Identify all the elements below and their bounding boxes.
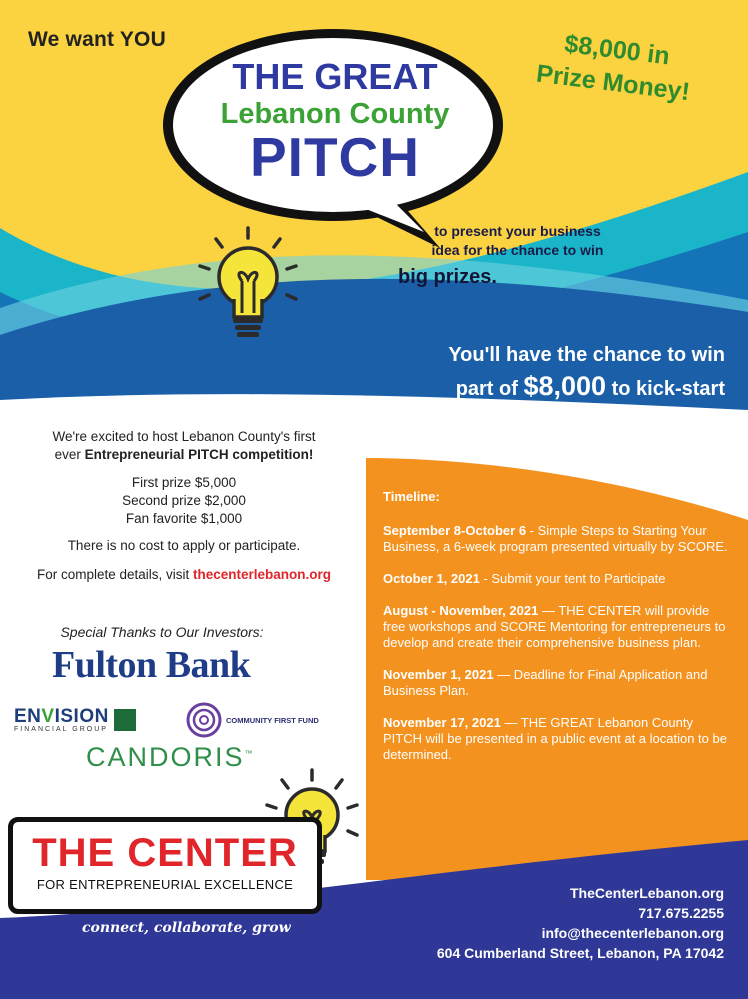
intro-column: [14, 428, 354, 582]
chance-line-2: part of $8,000 to kick-start: [455, 371, 725, 401]
chance-line-3: your dream business.: [518, 409, 725, 431]
chance-to-win-text: [380, 340, 725, 436]
timeline-heading: Timeline:: [383, 489, 440, 504]
title-lebanon-county: Lebanon County: [220, 98, 450, 130]
contact-info: [400, 883, 724, 963]
details-text: For complete details, visit thecenterlebanon.org: [36, 567, 332, 582]
the-center-subtitle: FOR ENTREPRENEURIAL EXCELLENCE: [36, 877, 294, 892]
present-business-text: [405, 222, 630, 260]
chance-line-1: You'll have the chance to win: [448, 344, 725, 366]
prize-item: Fan favorite $1,000: [125, 511, 243, 526]
timeline-item: November 1, 2021 — Deadline for Final Application and Business Plan.: [383, 667, 708, 698]
contact-address: 604 Cumberland Street, Lebanon, PA 17042: [436, 945, 724, 961]
no-cost-text: There is no cost to apply or participate.: [67, 538, 301, 553]
timeline-item: November 17, 2021 — THE GREAT Lebanon County PITCH will be presented in a public event at a location to be determined.: [383, 715, 727, 762]
website-link[interactable]: thecenterlebanon.org: [193, 567, 332, 582]
fulton-bank-logo: Fulton Bank: [52, 644, 251, 686]
intro-line-2: ever Entrepreneurial PITCH competition!: [54, 447, 314, 462]
intro-line-1: We're excited to host Lebanon County's first: [52, 429, 316, 444]
timeline-item: October 1, 2021 - Submit your tent to Participate: [383, 571, 666, 586]
present-line-2: idea for the chance to win: [431, 242, 604, 258]
prize-list: [14, 474, 354, 528]
title-the-great: THE GREAT: [232, 56, 438, 97]
community-first-fund-logo: COMMUNITY FIRST FUND: [226, 716, 319, 725]
chance-amount: $8,000: [523, 371, 607, 401]
contact-website[interactable]: TheCenterLebanon.org: [569, 885, 724, 901]
title-pitch: PITCH: [250, 126, 420, 188]
candoris-logo: CANDORIS™: [86, 742, 255, 772]
we-want-you-heading: We want YOU: [28, 28, 166, 51]
the-center-title: THE CENTER: [32, 831, 298, 875]
tagline: connect, collaborate, grow: [82, 920, 291, 936]
contact-email[interactable]: info@thecenterlebanon.org: [541, 925, 724, 941]
prize-line-2: Prize Money!: [534, 59, 692, 107]
prize-line-1: $8,000 in: [562, 29, 672, 71]
investors-thanks: Special Thanks to Our Investors:: [60, 624, 264, 640]
competition-name: Entrepreneurial PITCH competition!: [84, 447, 314, 462]
envision-subtitle: FINANCIAL GROUP: [14, 726, 108, 733]
present-line-1: to present your business: [434, 223, 601, 239]
timeline-panel: [383, 489, 728, 779]
timeline-item: September 8-October 6 - Simple Steps to Starting Your Business, a 6-week program presented virtually by SCORE.: [383, 523, 728, 554]
prize-item: First prize $5,000: [131, 475, 237, 490]
contact-phone[interactable]: 717.675.2255: [638, 905, 724, 921]
intro-text: [14, 428, 354, 464]
timeline-item: August - November, 2021 — THE CENTER will provide free workshops and SCORE Mentoring for entrepreneurs to develop and create their comprehensive business plan.: [383, 603, 726, 650]
envision-logo: ENVISION FINANCIAL GROUP: [14, 706, 109, 733]
big-prizes-text: big prizes.: [398, 266, 497, 288]
envision-badge-icon: [114, 709, 136, 731]
prize-item: Second prize $2,000: [122, 493, 246, 508]
